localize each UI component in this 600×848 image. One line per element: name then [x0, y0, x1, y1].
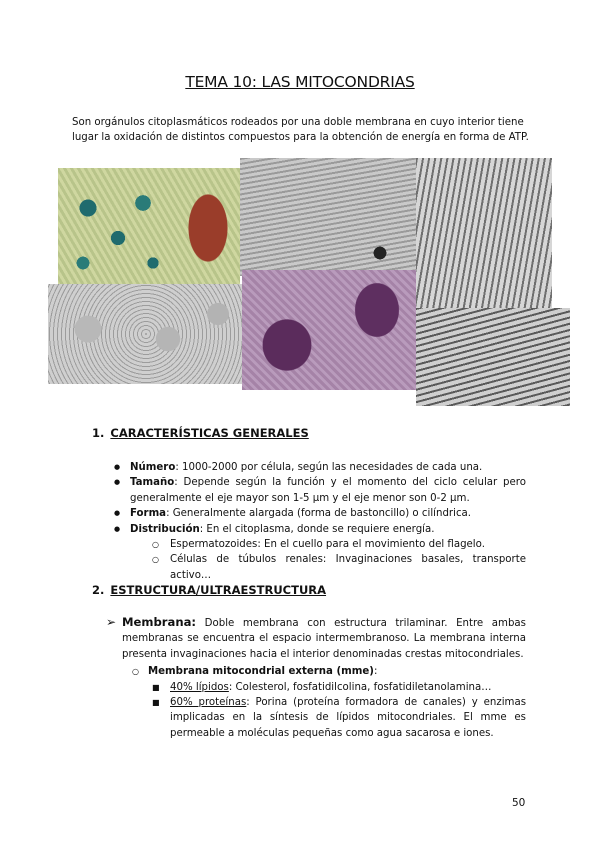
mitochondria-micrograph-cristae	[240, 158, 416, 276]
list-item: ● Tamaño: Depende según la función y el momento del ciclo celular pero generalmente el eje mayor son 1-5 µm y el eje menor son 0-2 µm.	[114, 475, 526, 506]
page-title: TEMA 10: LAS MITOCONDRIAS	[185, 73, 415, 91]
list-item: ○ Espermatozoides: En el cuello para el movimiento del flagelo.	[130, 537, 526, 552]
membrana-block	[106, 615, 526, 741]
mitochondria-micrograph-large	[416, 158, 552, 308]
mitochondria-micrograph-grey	[48, 284, 244, 384]
intro-paragraph: Son orgánulos citoplasmáticos rodeados por una doble membrana en cuyo interior tiene lugar la oxidación de distintos compuestos para la obtención de energía en forma de ATP.	[72, 117, 529, 143]
list-item: ■ 40% lípidos: Colesterol, fosfatidilcolina, fosfatidiletanolamina…	[152, 680, 526, 695]
section-title: ESTRUCTURA/ULTRAESTRUCTURA	[110, 583, 327, 597]
mitochondria-micrograph-elongated	[416, 308, 570, 406]
section-title: CARACTERÍSTICAS GENERALES	[110, 426, 309, 440]
list-item: ○ Células de túbulos renales: Invaginaciones basales, transporte activo…	[130, 552, 526, 583]
mitochondria-micrograph-purple	[242, 270, 416, 390]
section-heading-1	[92, 426, 309, 440]
mme-composition-list	[106, 680, 526, 742]
mitochondria-micrograph-color	[58, 168, 240, 286]
distribution-sublist	[130, 537, 526, 583]
arrow-bullet-icon: ➢	[106, 615, 117, 629]
mme-subheading: ○ Membrana mitocondrial externa (mme):	[106, 664, 526, 679]
section-number: 1.	[92, 426, 105, 440]
list-item: ■ 60% proteínas: Porina (proteína formadora de canales) y enzimas implicadas en la síntesis de lípidos mitocondriales. El mme es permeable a moléculas pequeñas como agua sacarosa e iones.	[152, 695, 526, 741]
section-heading-2	[92, 583, 326, 597]
membrana-paragraph: Membrana: Doble membrana con estructura trilaminar. Entre ambas membranas se encuentra el espacio intermembranoso. La membrana interna presenta invaginaciones hacia el interior denominadas crestas mitocondriales.	[122, 615, 526, 660]
characteristics-list	[114, 460, 526, 583]
list-item: ● Distribución: En el citoplasma, donde se requiere energía. ○ Espermatozoides: En el cuello para el movimiento del flagelo. ○ Células de túbulos renales: Invaginaciones basales, transporte activo…	[114, 522, 526, 584]
section-number: 2.	[92, 583, 105, 597]
list-item: ● Número: 1000-2000 por célula, según las necesidades de cada una.	[114, 460, 526, 475]
circle-bullet-icon: ○	[132, 667, 139, 677]
list-item: ● Forma: Generalmente alargada (forma de bastoncillo) o cilíndrica.	[114, 506, 526, 521]
page-number: 50	[512, 797, 526, 809]
